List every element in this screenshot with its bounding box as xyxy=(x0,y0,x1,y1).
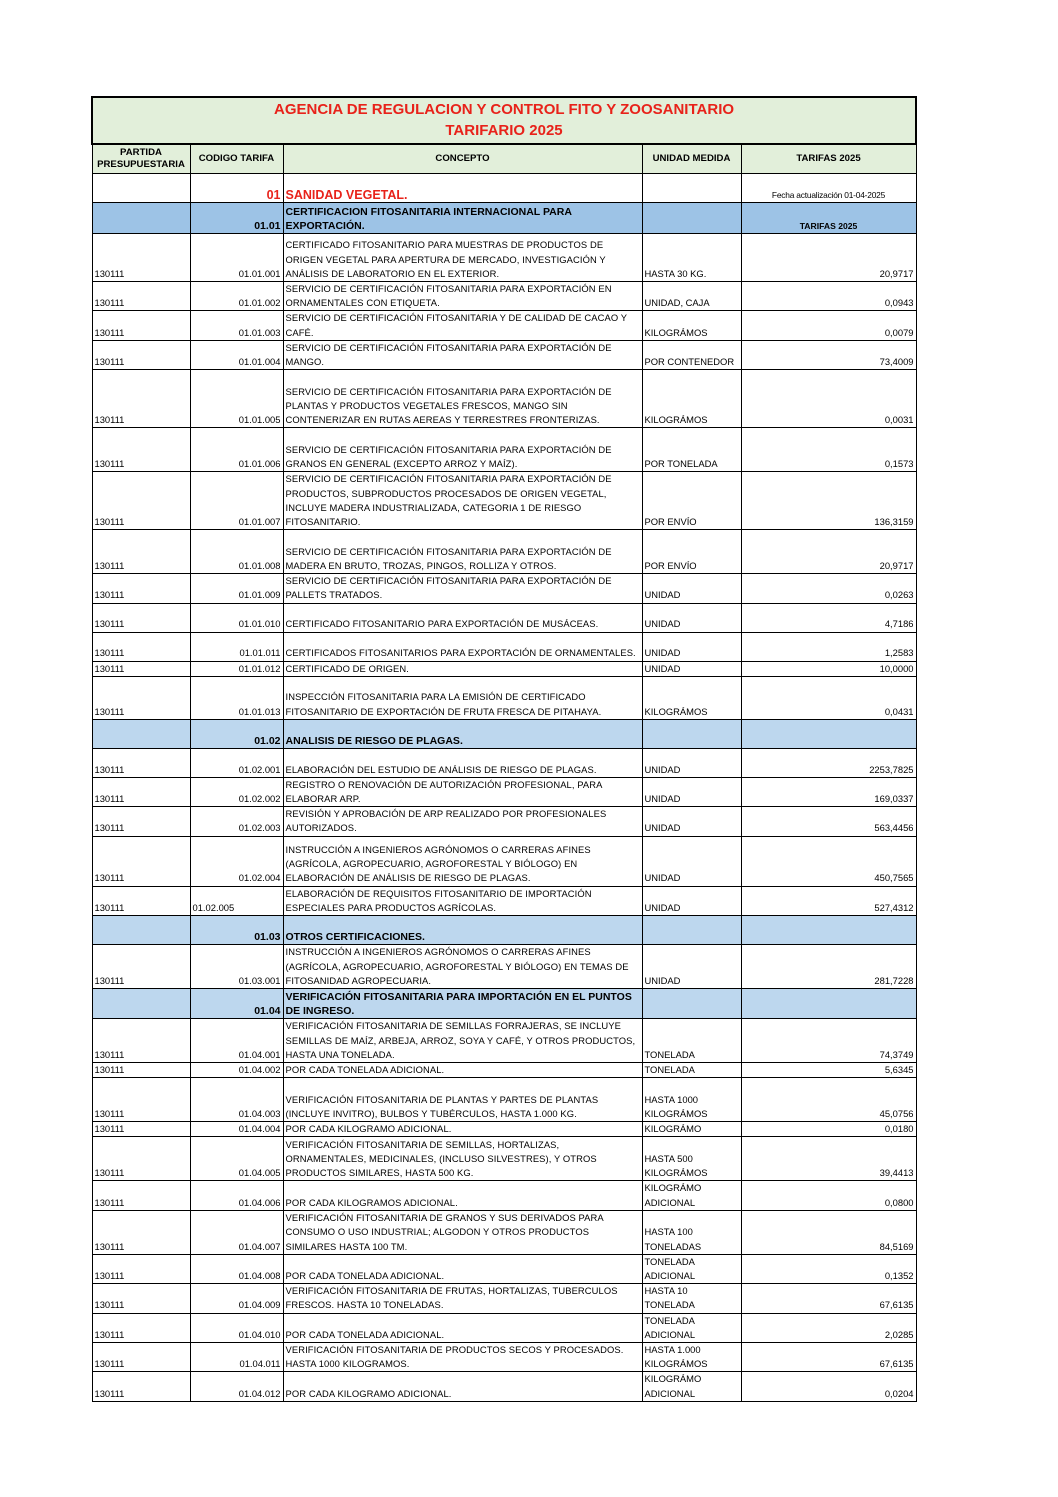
table-row xyxy=(92,1019,916,1063)
tarifa-cell: 0,0263 xyxy=(741,574,916,603)
tarifa-cell: 67,6135 xyxy=(741,1343,916,1372)
code-cell: 01.02.002 xyxy=(190,777,283,806)
tarifa-cell: 0,1352 xyxy=(741,1254,916,1283)
section-code: 01.02 xyxy=(190,719,283,748)
unit-cell: UNIDAD xyxy=(642,836,741,886)
tarifa-cell: 74,3749 xyxy=(741,1019,916,1063)
unit-cell: HASTA 1000 KILOGRÁMOS xyxy=(642,1078,741,1122)
table-row xyxy=(92,1181,916,1210)
section-title: SANIDAD VEGETAL. xyxy=(283,174,642,203)
unit-cell: HASTA 30 KG. xyxy=(642,234,741,282)
section-title: VERIFICACIÓN FITOSANITARIA PARA IMPORTACIÓN EN EL PUNTOS DE INGRESO. xyxy=(283,989,642,1019)
unit-cell: UNIDAD xyxy=(642,748,741,777)
table-row xyxy=(92,661,916,676)
tarifa-cell: 169,0337 xyxy=(741,777,916,806)
partida-cell: 130111 xyxy=(92,340,190,369)
code-cell: 01.02.003 xyxy=(190,807,283,836)
concept-cell: CERTIFICADO DE ORIGEN. xyxy=(283,661,642,676)
code-cell: 01.01.001 xyxy=(190,234,283,282)
update-date-note: Fecha actualización 01-04-2025 xyxy=(741,174,916,203)
code-cell: 01.01.003 xyxy=(190,311,283,340)
table-row xyxy=(92,1210,916,1254)
concept-cell: POR CADA KILOGRAMO ADICIONAL. xyxy=(283,1372,642,1401)
code-cell: 01.01.008 xyxy=(190,530,283,574)
partida-cell: 130111 xyxy=(92,807,190,836)
concept-cell: VERIFICACIÓN FITOSANITARIA DE PLANTAS Y PARTES DE PLANTAS (INCLUYE INVITRO), BULBOS Y TUBÉRCULOS, HASTA 1.000 KG. xyxy=(283,1078,642,1122)
partida-cell: 130111 xyxy=(92,1254,190,1283)
table-row xyxy=(92,1372,916,1401)
code-cell: 01.04.011 xyxy=(190,1343,283,1372)
concept-cell: ELABORACIÓN DE REQUISITOS FITOSANITARIO DE IMPORTACIÓN ESPECIALES PARA PRODUCTOS AGRÍCOLAS. xyxy=(283,886,642,915)
unit-cell: POR ENVÍO xyxy=(642,472,741,530)
tarifa-cell: 0,0079 xyxy=(741,311,916,340)
partida-cell: 130111 xyxy=(92,886,190,915)
unit-cell: TONELADA ADICIONAL xyxy=(642,1313,741,1342)
tarifa-cell: 10,0000 xyxy=(741,661,916,676)
concept-cell: VERIFICACIÓN FITOSANITARIA DE SEMILLAS, HORTALIZAS, ORNAMENTALES, MEDICINALES, (INCLUSO SILVESTRES), Y OTROS PRODUCTOS SIMILARES, HASTA 500 KG. xyxy=(283,1137,642,1181)
unit-cell: KILOGRÁMO xyxy=(642,1122,741,1137)
code-cell: 01.01.011 xyxy=(190,632,283,661)
unit-cell: HASTA 10 TONELADA xyxy=(642,1284,741,1313)
section-code: 01.03 xyxy=(190,916,283,945)
partida-cell: 130111 xyxy=(92,661,190,676)
code-cell: 01.01.007 xyxy=(190,472,283,530)
tarifa-cell: 39,4413 xyxy=(741,1137,916,1181)
section-partida xyxy=(92,916,190,945)
unit-cell: POR ENVÍO xyxy=(642,530,741,574)
concept-cell: REVISIÓN Y APROBACIÓN DE ARP REALIZADO POR PROFESIONALES AUTORIZADOS. xyxy=(283,807,642,836)
partida-cell: 130111 xyxy=(92,1137,190,1181)
section-tarifas: TARIFAS 2025 xyxy=(741,203,916,234)
code-cell: 01.04.001 xyxy=(190,1019,283,1063)
partida-cell: 130111 xyxy=(92,370,190,428)
unit-cell: KILOGRÁMOS xyxy=(642,311,741,340)
tarifa-cell: 527,4312 xyxy=(741,886,916,915)
section-title: OTROS CERTIFICACIONES. xyxy=(283,916,642,945)
unit-cell: TONELADA xyxy=(642,1063,741,1078)
section-row-s0103 xyxy=(92,916,916,945)
partida-cell: 130111 xyxy=(92,777,190,806)
partida-cell: 130111 xyxy=(92,311,190,340)
code-cell: 01.02.004 xyxy=(190,836,283,886)
section-partida xyxy=(92,719,190,748)
tarifa-cell: 0,0800 xyxy=(741,1181,916,1210)
tarifa-cell: 0,1573 xyxy=(741,428,916,472)
concept-cell: POR CADA KILOGRAMO ADICIONAL. xyxy=(283,1122,642,1137)
concept-cell: INSTRUCCIÓN A INGENIEROS AGRÓNOMOS O CARRERAS AFINES (AGRÍCOLA, AGROPECUARIO, AGROFORESTAL Y BIÓLOGO) EN ELABORACIÓN DE ANÁLISIS DE RIESGO DE PLAGAS. xyxy=(283,836,642,886)
table-row xyxy=(92,340,916,369)
section-title: CERTIFICACION FITOSANITARIA INTERNACIONAL PARA EXPORTACIÓN. xyxy=(283,203,642,234)
code-cell: 01.04.004 xyxy=(190,1122,283,1137)
tarifa-cell: 2,0285 xyxy=(741,1313,916,1342)
table-row xyxy=(92,632,916,661)
unit-cell: HASTA 1.000 KILOGRÁMOS xyxy=(642,1343,741,1372)
partida-cell: 130111 xyxy=(92,1181,190,1210)
unit-cell: TONELADA xyxy=(642,1019,741,1063)
tarifa-cell: 0,0204 xyxy=(741,1372,916,1401)
tarifa-cell: 45,0756 xyxy=(741,1078,916,1122)
partida-cell: 130111 xyxy=(92,1063,190,1078)
partida-cell: 130111 xyxy=(92,836,190,886)
partida-cell: 130111 xyxy=(92,1210,190,1254)
tarifa-cell: 281,7228 xyxy=(741,945,916,989)
partida-cell: 130111 xyxy=(92,282,190,311)
document-title xyxy=(92,97,916,144)
code-cell: 01.01.012 xyxy=(190,661,283,676)
tarifa-cell: 0,0943 xyxy=(741,282,916,311)
header-concepto: CONCEPTO xyxy=(283,144,642,174)
section-tarifas xyxy=(741,989,916,1019)
section-unit xyxy=(642,203,741,234)
concept-cell: CERTIFICADOS FITOSANITARIOS PARA EXPORTACIÓN DE ORNAMENTALES. xyxy=(283,632,642,661)
section-partida xyxy=(92,989,190,1019)
tarifa-cell: 84,5169 xyxy=(741,1210,916,1254)
concept-cell: VERIFICACIÓN FITOSANITARIA DE GRANOS Y SUS DERIVADOS PARA CONSUMO O USO INDUSTRIAL; ALGODON Y OTROS PRODUCTOS SIMILARES HASTA 100 TM. xyxy=(283,1210,642,1254)
table-row xyxy=(92,676,916,719)
tarifa-cell: 20,9717 xyxy=(741,234,916,282)
table-row xyxy=(92,370,916,428)
partida-cell: 130111 xyxy=(92,574,190,603)
code-cell: 01.04.008 xyxy=(190,1254,283,1283)
partida-cell: 130111 xyxy=(92,1284,190,1313)
section-tarifas xyxy=(741,916,916,945)
tarifa-cell: 1,2583 xyxy=(741,632,916,661)
section-code: 01.04 xyxy=(190,989,283,1019)
table-row xyxy=(92,1122,916,1137)
code-cell: 01.03.001 xyxy=(190,945,283,989)
partida-cell: 130111 xyxy=(92,1019,190,1063)
code-cell: 01.02.005 xyxy=(190,886,283,915)
section-unit xyxy=(642,916,741,945)
tarifa-cell: 0,0431 xyxy=(741,676,916,719)
concept-cell: ELABORACIÓN DEL ESTUDIO DE ANÁLISIS DE RIESGO DE PLAGAS. xyxy=(283,748,642,777)
table-row xyxy=(92,1137,916,1181)
code-cell: 01.01.006 xyxy=(190,428,283,472)
partida-cell: 130111 xyxy=(92,1078,190,1122)
section-row-s0101 xyxy=(92,203,916,234)
tarifa-cell: 67,6135 xyxy=(741,1284,916,1313)
table-row xyxy=(92,1063,916,1078)
section-title: ANALISIS DE RIESGO DE PLAGAS. xyxy=(283,719,642,748)
concept-cell: SERVICIO DE CERTIFICACIÓN FITOSANITARIA PARA EXPORTACIÓN DE PLANTAS Y PRODUCTOS VEGETALES FRESCOS, MANGO SIN CONTENERIZAR EN RUTAS AEREAS Y TERRESTRES FRONTERIZAS. xyxy=(283,370,642,428)
concept-cell: INSPECCIÓN FITOSANITARIA PARA LA EMISIÓN DE CERTIFICADO FITOSANITARIO DE EXPORTACIÓN DE FRUTA FRESCA DE PITAHAYA. xyxy=(283,676,642,719)
section-code: 01.01 xyxy=(190,203,283,234)
table-row xyxy=(92,530,916,574)
unit-cell: POR CONTENEDOR xyxy=(642,340,741,369)
code-cell: 01.04.012 xyxy=(190,1372,283,1401)
table-row xyxy=(92,1313,916,1342)
table-row xyxy=(92,311,916,340)
section-row-sanidad-vegetal xyxy=(92,174,916,203)
table-row xyxy=(92,1254,916,1283)
partida-cell: 130111 xyxy=(92,676,190,719)
code-cell: 01.01.013 xyxy=(190,676,283,719)
section-partida xyxy=(92,203,190,234)
unit-cell: UNIDAD xyxy=(642,574,741,603)
tariff-sheet xyxy=(91,96,915,1402)
table-row xyxy=(92,234,916,282)
concept-cell: POR CADA KILOGRAMOS ADICIONAL. xyxy=(283,1181,642,1210)
section-code: 01 xyxy=(190,174,283,203)
concept-cell: SERVICIO DE CERTIFICACIÓN FITOSANITARIA PARA EXPORTACIÓN DE GRANOS EN GENERAL (EXCEPTO ARROZ Y MAÍZ). xyxy=(283,428,642,472)
unit-cell: TONELADA ADICIONAL xyxy=(642,1254,741,1283)
partida-cell: 130111 xyxy=(92,234,190,282)
tarifa-cell: 20,9717 xyxy=(741,530,916,574)
tarifa-cell: 4,7186 xyxy=(741,603,916,632)
code-cell: 01.01.002 xyxy=(190,282,283,311)
table-row xyxy=(92,428,916,472)
unit-cell: UNIDAD xyxy=(642,603,741,632)
concept-cell: VERIFICACIÓN FITOSANITARIA DE FRUTAS, HORTALIZAS, TUBERCULOS FRESCOS. HASTA 10 TONELADAS. xyxy=(283,1284,642,1313)
partida-cell: 130111 xyxy=(92,748,190,777)
code-cell: 01.01.005 xyxy=(190,370,283,428)
code-cell: 01.04.006 xyxy=(190,1181,283,1210)
unit-cell: HASTA 500 KILOGRÁMOS xyxy=(642,1137,741,1181)
concept-cell: VERIFICACIÓN FITOSANITARIA DE SEMILLAS FORRAJERAS, SE INCLUYE SEMILLAS DE MAÍZ, ARBEJA, ARROZ, SOYA Y CAFÉ, Y OTROS PRODUCTOS, HASTA UNA TONELADA. xyxy=(283,1019,642,1063)
code-cell: 01.01.009 xyxy=(190,574,283,603)
table-row xyxy=(92,1284,916,1313)
unit-cell: UNIDAD xyxy=(642,777,741,806)
table-row xyxy=(92,1343,916,1372)
section-row-s0102 xyxy=(92,719,916,748)
tarifa-cell: 2253,7825 xyxy=(741,748,916,777)
concept-cell: SERVICIO DE CERTIFICACIÓN FITOSANITARIA PARA EXPORTACIÓN DE MANGO. xyxy=(283,340,642,369)
partida-cell: 130111 xyxy=(92,1313,190,1342)
unit-cell: KILOGRÁMOS xyxy=(642,676,741,719)
concept-cell: SERVICIO DE CERTIFICACIÓN FITOSANITARIA PARA EXPORTACIÓN EN ORNAMENTALES CON ETIQUETA. xyxy=(283,282,642,311)
concept-cell: CERTIFICADO FITOSANITARIO PARA EXPORTACIÓN DE MUSÁCEAS. xyxy=(283,603,642,632)
unit-cell: UNIDAD, CAJA xyxy=(642,282,741,311)
concept-cell: POR CADA TONELADA ADICIONAL. xyxy=(283,1063,642,1078)
unit-cell: KILOGRÁMO ADICIONAL xyxy=(642,1181,741,1210)
table-row xyxy=(92,748,916,777)
table-row xyxy=(92,945,916,989)
tarifa-cell: 73,4009 xyxy=(741,340,916,369)
unit-cell: POR TONELADA xyxy=(642,428,741,472)
header-unidad: UNIDAD MEDIDA xyxy=(642,144,741,174)
partida-cell: 130111 xyxy=(92,603,190,632)
partida-cell: 130111 xyxy=(92,1122,190,1137)
unit-cell: UNIDAD xyxy=(642,632,741,661)
header-row xyxy=(92,144,916,174)
tarifa-cell: 0,0180 xyxy=(741,1122,916,1137)
code-cell: 01.01.004 xyxy=(190,340,283,369)
tarifa-cell: 450,7565 xyxy=(741,836,916,886)
code-cell: 01.04.005 xyxy=(190,1137,283,1181)
unit-cell: UNIDAD xyxy=(642,661,741,676)
code-cell: 01.04.009 xyxy=(190,1284,283,1313)
concept-cell: SERVICIO DE CERTIFICACIÓN FITOSANITARIA PARA EXPORTACIÓN DE MADERA EN BRUTO, TROZAS, PINGOS, ROLLIZA Y OTROS. xyxy=(283,530,642,574)
concept-cell: SERVICIO DE CERTIFICACIÓN FITOSANITARIA PARA EXPORTACIÓN DE PRODUCTOS, SUBPRODUCTOS PROCESADOS DE ORIGEN VEGETAL, INCLUYE MADERA INDUSTRIALIZADA, CATEGORIA 1 DE RIESGO FITOSANITARIO. xyxy=(283,472,642,530)
partida-cell: 130111 xyxy=(92,428,190,472)
tarifa-cell: 136,3159 xyxy=(741,472,916,530)
header-tarifas: TARIFAS 2025 xyxy=(741,144,916,174)
section-tarifas xyxy=(741,719,916,748)
tarifa-cell: 563,4456 xyxy=(741,807,916,836)
table-row xyxy=(92,1078,916,1122)
section-unit xyxy=(642,719,741,748)
tarifa-cell: 0,0031 xyxy=(741,370,916,428)
table-row xyxy=(92,886,916,915)
table-row xyxy=(92,472,916,530)
concept-cell: SERVICIO DE CERTIFICACIÓN FITOSANITARIA Y DE CALIDAD DE CACAO Y CAFÉ. xyxy=(283,311,642,340)
unit-cell: KILOGRÁMOS xyxy=(642,370,741,428)
concept-cell: INSTRUCCIÓN A INGENIEROS AGRÓNOMOS O CARRERAS AFINES (AGRÍCOLA, AGROPECUARIO, AGROFORESTAL Y BIÓLOGO) EN TEMAS DE FITOSANIDAD AGROPECUARIA. xyxy=(283,945,642,989)
partida-cell: 130111 xyxy=(92,1343,190,1372)
partida-cell: 130111 xyxy=(92,472,190,530)
unit-cell: HASTA 100 TONELADAS xyxy=(642,1210,741,1254)
table-row xyxy=(92,807,916,836)
tariff-year-title: TARIFARIO 2025 xyxy=(445,122,563,139)
code-cell: 01.02.001 xyxy=(190,748,283,777)
unit-cell: KILOGRÁMO ADICIONAL xyxy=(642,1372,741,1401)
concept-cell: VERIFICACIÓN FITOSANITARIA DE PRODUCTOS SECOS Y PROCESADOS. HASTA 1000 KILOGRAMOS. xyxy=(283,1343,642,1372)
section-unit xyxy=(642,989,741,1019)
table-row xyxy=(92,603,916,632)
concept-cell: POR CADA TONELADA ADICIONAL. xyxy=(283,1313,642,1342)
code-cell: 01.04.010 xyxy=(190,1313,283,1342)
unit-cell: UNIDAD xyxy=(642,945,741,989)
concept-cell: SERVICIO DE CERTIFICACIÓN FITOSANITARIA PARA EXPORTACIÓN DE PALLETS TRATADOS. xyxy=(283,574,642,603)
partida-cell: 130111 xyxy=(92,530,190,574)
partida-cell: 130111 xyxy=(92,1372,190,1401)
code-cell: 01.01.010 xyxy=(190,603,283,632)
tariff-table xyxy=(91,96,917,1402)
agency-title: AGENCIA DE REGULACION Y CONTROL FITO Y ZOOSANITARIO xyxy=(273,101,735,118)
unit-cell: UNIDAD xyxy=(642,807,741,836)
table-row xyxy=(92,574,916,603)
code-cell: 01.04.003 xyxy=(190,1078,283,1122)
table-row xyxy=(92,282,916,311)
table-row xyxy=(92,836,916,886)
header-partida: PARTIDA PRESUPUESTARIA xyxy=(92,144,190,174)
header-codigo: CODIGO TARIFA xyxy=(190,144,283,174)
concept-cell: REGISTRO O RENOVACIÓN DE AUTORIZACIÓN PROFESIONAL, PARA ELABORAR ARP. xyxy=(283,777,642,806)
table-row xyxy=(92,777,916,806)
tarifa-cell: 5,6345 xyxy=(741,1063,916,1078)
concept-cell: CERTIFICADO FITOSANITARIO PARA MUESTRAS DE PRODUCTOS DE ORIGEN VEGETAL PARA APERTURA DE MERCADO, INVESTIGACIÓN Y ANÁLISIS DE LABORATORIO EN EL EXTERIOR. xyxy=(283,234,642,282)
partida-cell: 130111 xyxy=(92,945,190,989)
code-cell: 01.04.002 xyxy=(190,1063,283,1078)
partida-cell: 130111 xyxy=(92,632,190,661)
concept-cell: POR CADA TONELADA ADICIONAL. xyxy=(283,1254,642,1283)
unit-cell: UNIDAD xyxy=(642,886,741,915)
section-row-s0104 xyxy=(92,989,916,1019)
code-cell: 01.04.007 xyxy=(190,1210,283,1254)
